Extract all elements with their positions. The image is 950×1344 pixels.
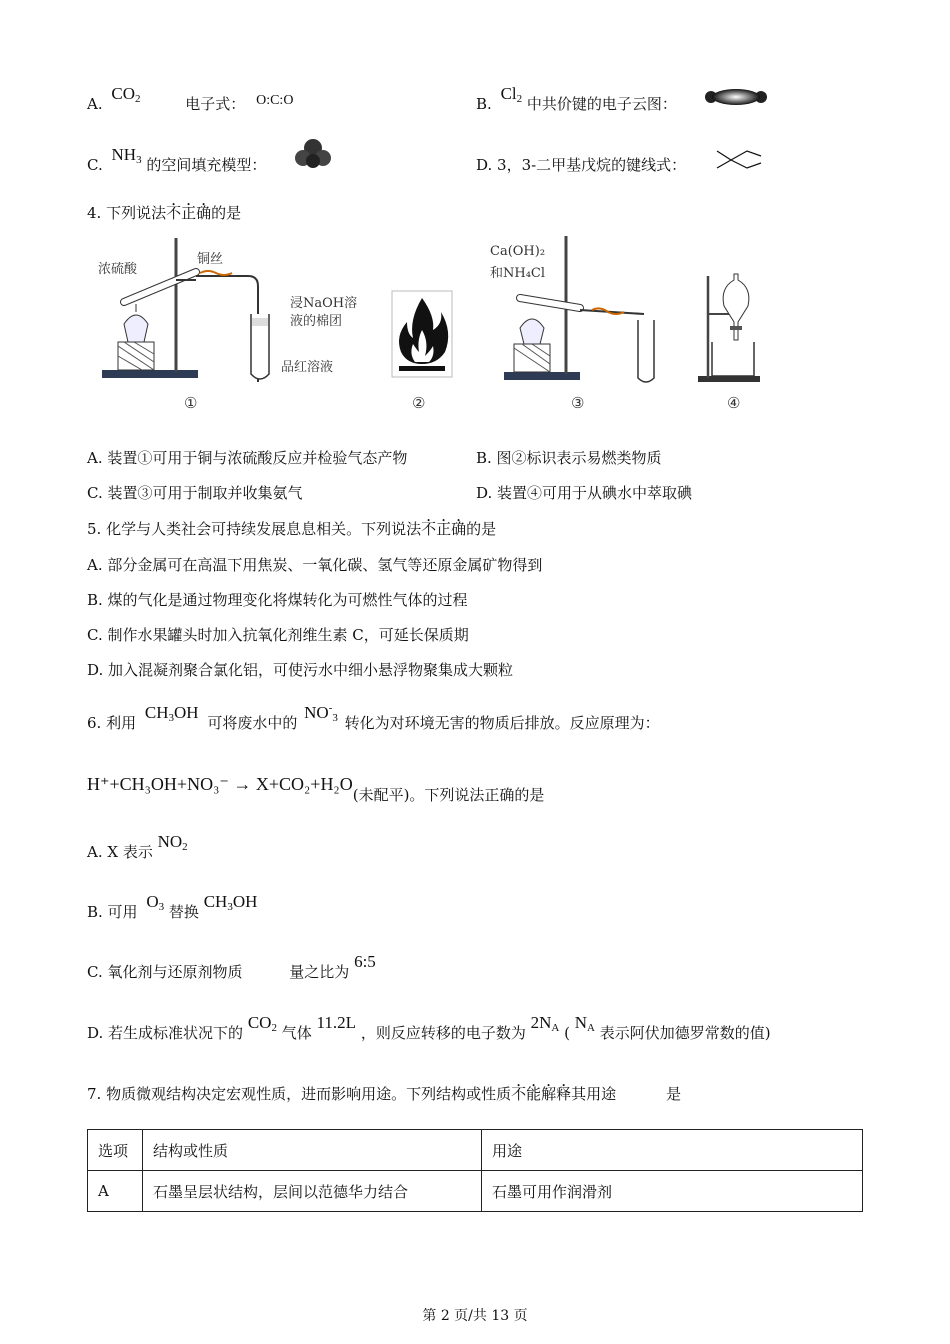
header-cell: 选项 — [88, 1130, 143, 1171]
label-caoh2: Ca(OH)₂ — [490, 244, 546, 259]
co2-lewis-structure: O:C:O — [256, 93, 294, 108]
label-nh4cl: 和NH₄Cl — [490, 266, 546, 281]
page-footer: 第 2 页/共 13 页 — [422, 1308, 528, 1324]
q4-option-d: D. 装置④可用于从碘水中萃取碘 — [476, 484, 693, 502]
label-h2so4: 浓硫酸 — [98, 262, 138, 277]
q6-stem: 6. 利用 $CH_3OH$ 可将废水中的 $NO^-_3$ 转化为对环境无害的物质后排放。反应原理为： — [87, 702, 660, 732]
q4-option-b: B. 图②标识表示易燃类物质 — [476, 449, 662, 467]
flammable-sign-icon — [391, 290, 453, 378]
fig-1-label: ① — [184, 394, 198, 412]
header-cell: 用途 — [482, 1130, 863, 1171]
q3-option-a: A. $CO_2$ 电子式： O:C:O — [87, 84, 294, 113]
fig-2-label: ② — [412, 394, 426, 412]
header-cell: 结构或性质 — [143, 1130, 482, 1171]
table-cell: 石墨呈层状结构，层间以范德华力结合 — [143, 1171, 482, 1212]
table-row — [88, 1171, 863, 1212]
q3-option-b: B. $Cl_2$ 中共价键的电子云图： — [476, 84, 677, 113]
q4-option-c: C. 装置③可用于制取并收集氨气 — [87, 484, 303, 502]
table-cell: 石墨可用作润滑剂 — [482, 1171, 863, 1212]
q7-stem: 7. 物质微观结构决定宏观性质，进而影响用途。下列结构或性质不能解释其用途 是 — [87, 1085, 682, 1103]
label-naoh-1: 浸NaOH溶 — [290, 296, 358, 311]
q3-option-c: C. $NH_3$ 的空间填充模型： — [87, 145, 267, 174]
separatory-funnel-diagram — [696, 270, 766, 385]
label-pinhong: 品红溶液 — [281, 360, 334, 375]
fig-3-label: ③ — [571, 394, 585, 412]
q6-option-c: C. 氧化剂与还原剂物质 量之比为 6:5 — [87, 952, 376, 981]
q5-option-d: D. 加入混凝剂聚合氯化铝，可使污水中细小悬浮物聚集成大颗粒 — [87, 661, 514, 679]
q5-option-b: B. 煤的气化是通过物理变化将煤转化为可燃性气体的过程 — [87, 591, 468, 609]
electron-cloud-icon — [703, 88, 769, 106]
q3-option-d: D. 3，3-二甲基戊烷的键线式： — [476, 156, 687, 174]
nh3-space-filling-model-icon — [294, 137, 332, 169]
fig-4-label: ④ — [727, 394, 741, 412]
q6-option-d: D. 若生成标准状况下的 $CO_2$ 气体 11.2L ，则反应转移的电子数为 $2N_A$ ( $N_A$ 表示阿伏加德罗常数的值) — [87, 1013, 771, 1042]
test-tube-pinhong-icon — [248, 312, 272, 384]
q5-option-a: A. 部分金属可在高温下用焦炭、一氧化碳、氢气等还原金属矿物得到 — [87, 556, 543, 574]
q5-option-c: C. 制作水果罐头时加入抗氧化剂维生素 C，可延长保质期 — [87, 626, 469, 644]
q5-stem: 5. 化学与人类社会可持续发展息息相关。下列说法不正确的是 — [87, 520, 497, 538]
table-cell: A — [88, 1171, 143, 1212]
skeletal-formula-icon — [715, 148, 763, 170]
q4-option-a: A. 装置①可用于铜与浓硫酸反应并检验气态产物 — [87, 449, 408, 467]
q6-option-b: B. 可用 $O_3$ 替换 $CH_3OH$ — [87, 892, 258, 921]
q7-options-table — [87, 1129, 863, 1212]
q6-option-a: A. X 表示 $NO_2$ — [87, 832, 188, 861]
table-header-row — [88, 1130, 863, 1171]
label-naoh-2: 液的棉团 — [290, 314, 343, 329]
q6-equation: H⁺+CH₃OH+NO₃⁻ → X+CO₂+H₂O(未配平)。下列说法正确的是 — [87, 774, 545, 804]
q4-stem: 4. 下列说法不正确的是 — [87, 204, 242, 222]
label-cu-wire: 铜丝 — [197, 252, 224, 267]
